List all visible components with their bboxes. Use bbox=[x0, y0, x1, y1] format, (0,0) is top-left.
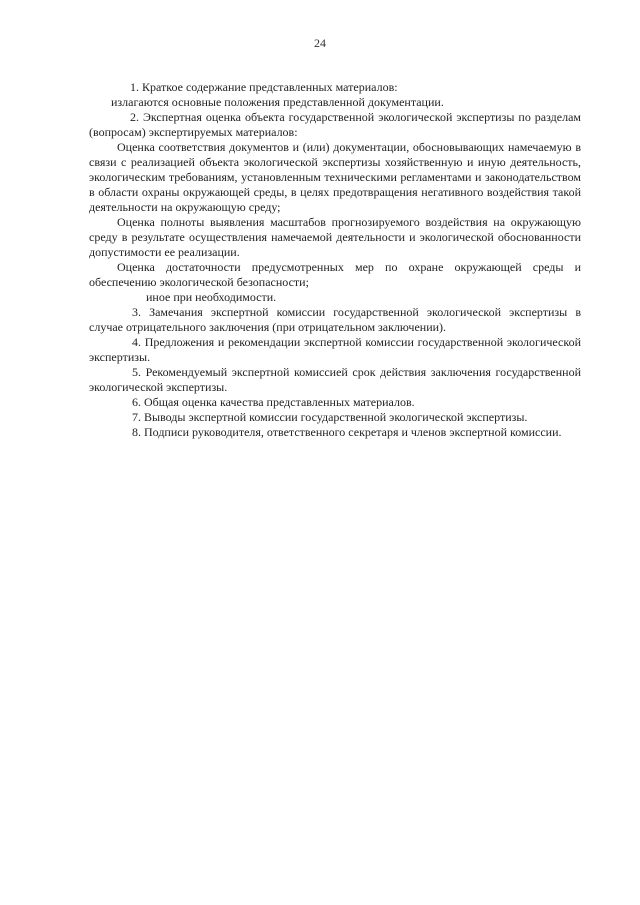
paragraph-item-2: 2. Экспертная оценка объекта государственной экологической экспертизы по разделам (вопросам) экспертируемых материалов: bbox=[89, 110, 581, 139]
paragraph-item-6: 6. Общая оценка качества представленных материалов. bbox=[132, 395, 415, 409]
paragraph-item-5: 5. Рекомендуемый экспертной комиссией срок действия заключения государственной экологической экспертизы. bbox=[89, 365, 581, 394]
paragraph-item-2-b: Оценка полноты выявления масштабов прогнозируемого воздействия на окружающую среду в результате осуществления намечаемой деятельности и экологической обоснованности допустимости ее реализации. bbox=[89, 215, 581, 259]
paragraph-item-1: 1. Краткое содержание представленных материалов: bbox=[130, 80, 398, 94]
paragraph-item-7: 7. Выводы экспертной комиссии государственной экологической экспертизы. bbox=[132, 410, 528, 424]
paragraph-item-1-detail: излагаются основные положения представленной документации. bbox=[111, 95, 444, 109]
paragraph-item-2-a: Оценка соответствия документов и (или) документации, обосновывающих намечаемую в связи с реализацией объекта экологической экспертизы хозяйственную и иную деятельность, экологическим требованиям, установленным техническими регламентами и законодательством в области охраны окружающей среды, в целях предотвращения негативного воздействия такой деятельности на окружающую среду; bbox=[89, 140, 581, 214]
paragraph-item-8: 8. Подписи руководителя, ответственного секретаря и членов экспертной комиссии. bbox=[132, 425, 562, 439]
paragraph-item-2-c: Оценка достаточности предусмотренных мер по охране окружающей среды и обеспечению экологической безопасности; bbox=[89, 260, 581, 289]
page-number: 24 bbox=[314, 36, 326, 50]
document-body bbox=[89, 80, 581, 440]
paragraph-item-2-d: иное при необходимости. bbox=[146, 290, 277, 304]
paragraph-item-3: 3. Замечания экспертной комиссии государственной экологической экспертизы в случае отрицательного заключения (при отрицательном заключении). bbox=[89, 305, 581, 334]
paragraph-item-4: 4. Предложения и рекомендации экспертной комиссии государственной экологической экспертизы. bbox=[89, 335, 581, 364]
